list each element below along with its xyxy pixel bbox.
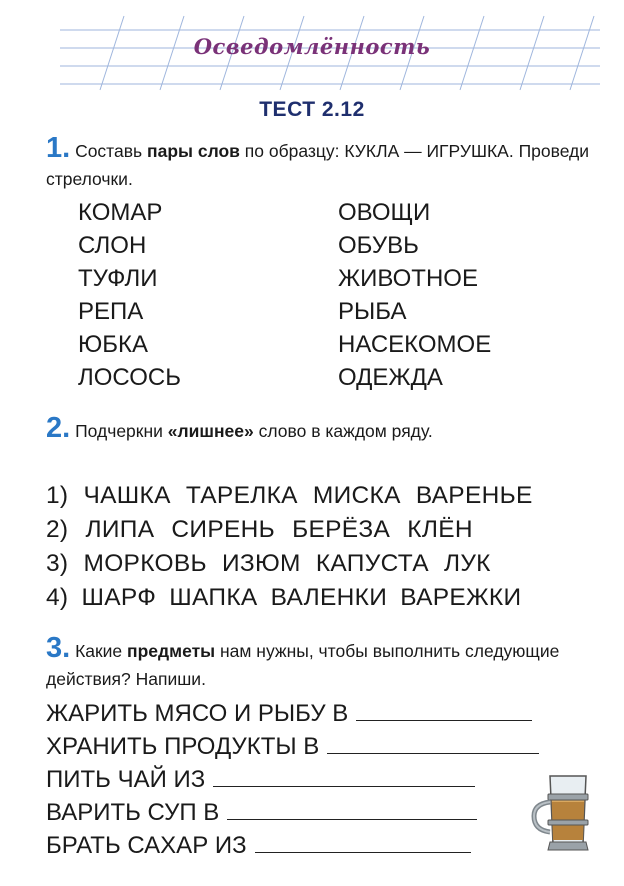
task1-text-before: Составь	[75, 141, 143, 161]
right-word: ЖИВОТНОЕ	[338, 265, 478, 292]
answer-row	[46, 733, 539, 761]
task2-bold: «лишнее»	[167, 421, 254, 441]
answer-line[interactable]	[255, 832, 471, 853]
task3-text-after: нам нужны, чтобы выполнить следующие действия? Напиши.	[46, 641, 560, 689]
answer-prompt: ХРАНИТЬ ПРОДУКТЫ В	[46, 733, 320, 760]
task3-number: 3.	[46, 632, 71, 664]
task2-text-before: Подчеркни	[75, 421, 163, 441]
left-word: РЕПА	[78, 298, 144, 325]
task3-text-before: Какие	[75, 641, 123, 661]
answer-prompt: ЖАРИТЬ МЯСО И РЫБУ В	[46, 700, 349, 727]
answer-prompt: ПИТЬ ЧАЙ ИЗ	[46, 766, 206, 793]
task1-number: 1.	[46, 132, 71, 164]
section-title: Осведомлённость	[193, 34, 431, 59]
task3-instruction	[46, 634, 598, 693]
task2-text-after: слово в каждом ряду.	[258, 421, 433, 441]
odd-word-row: 3) МОРКОВЬ ИЗЮМ КАПУСТА ЛУК	[46, 550, 491, 577]
right-word: РЫБА	[338, 298, 407, 325]
answer-line[interactable]	[213, 766, 475, 787]
answer-row	[46, 832, 471, 860]
answer-prompt: БРАТЬ САХАР ИЗ	[46, 832, 247, 859]
right-word: ОДЕЖДА	[338, 364, 443, 391]
test-title: ТЕСТ 2.12	[259, 98, 365, 121]
task2-number: 2.	[46, 412, 71, 444]
right-word: ОВОЩИ	[338, 199, 431, 226]
left-word: ТУФЛИ	[78, 265, 158, 292]
left-word: КОМАР	[78, 199, 163, 226]
task1-bold: пары слов	[147, 141, 240, 161]
answer-line[interactable]	[327, 733, 539, 754]
tea-glass-icon	[528, 770, 598, 852]
right-word: ОБУВЬ	[338, 232, 419, 259]
task2-instruction	[46, 414, 598, 445]
answer-row	[46, 700, 532, 728]
right-word: НАСЕКОМОЕ	[338, 331, 492, 358]
odd-word-row: 1) ЧАШКА ТАРЕЛКА МИСКА ВАРЕНЬЕ	[46, 482, 533, 509]
answer-row	[46, 799, 477, 827]
answer-prompt: ВАРИТЬ СУП В	[46, 799, 220, 826]
odd-word-row: 2) ЛИПА СИРЕНЬ БЕРЁЗА КЛЁН	[46, 516, 473, 543]
left-word: ЛОСОСЬ	[78, 364, 181, 391]
answer-row	[46, 766, 475, 794]
task1-text-after: по образцу: КУКЛА — ИГРУШКА. Проведи стрелочки.	[46, 141, 590, 189]
left-word: ЮБКА	[78, 331, 148, 358]
answer-line[interactable]	[356, 700, 532, 721]
task1-instruction	[46, 134, 598, 193]
odd-word-row: 4) ШАРФ ШАПКА ВАЛЕНКИ ВАРЕЖКИ	[46, 584, 522, 611]
task3-bold: предметы	[127, 641, 216, 661]
left-word: СЛОН	[78, 232, 147, 259]
answer-line[interactable]	[227, 799, 477, 820]
